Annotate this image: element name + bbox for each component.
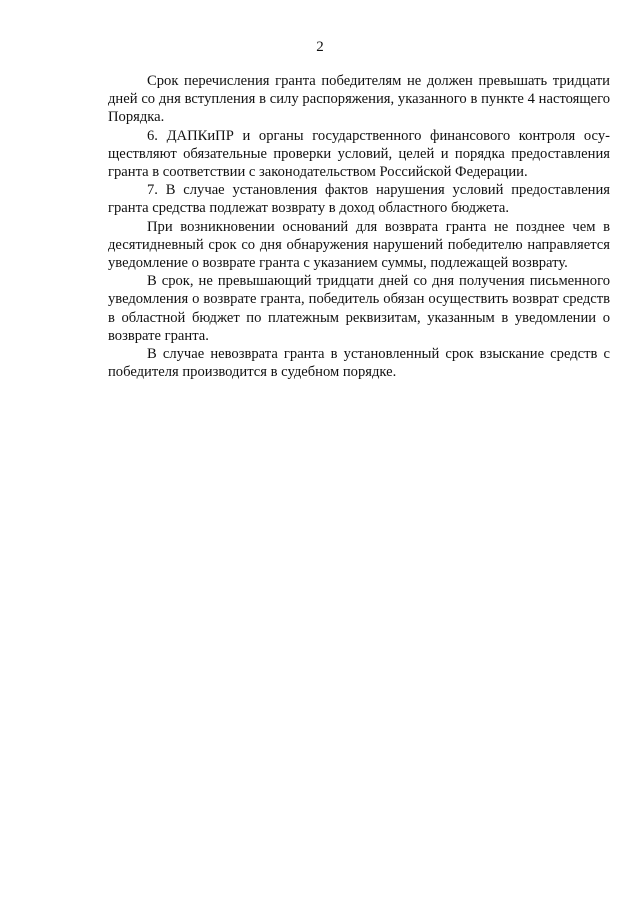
paragraph-return-term: В срок, не превышающий тридцати дней со дня получения письменного уведомления о возврате гранта, победитель обязан осуществить возврат средств в областной бюджет по платежным реквизитам, указанным в уведомлении о возврате гранта. [108, 273, 610, 344]
paragraph-item-7-violations: 7. В случае установления фактов нарушения условий предоставления гранта средства подлежат возврату в доход областного бюджета. [108, 182, 610, 217]
paragraph-return-notice: При возникновении оснований для возврата гранта не позднее чем в десятидневный срок со дня обнаружения нарушений победителю направляется уведомление о возврате гранта с указанием суммы, подлежащей возврату. [108, 218, 610, 272]
page-number: 2 [316, 39, 324, 55]
paragraph-grant-transfer-term: Срок перечисления гранта победителям не должен превышать тридцати дней со дня вступления в силу распоряжения, указанного в пункте 4 настоящего Порядка. [108, 73, 610, 126]
paragraph-item-6-control: 6. ДАПКиПР и органы государственного финансового контроля осуществляют обязательные проверки условий, целей и порядка предоставления гранта в соответствии с законодательством Российской Федерации. [108, 127, 610, 181]
document-body [108, 72, 610, 381]
paragraph-judicial-recovery: В случае невозврата гранта в установленный срок взыскание средств с победителя производится в судебном порядке. [108, 346, 610, 381]
